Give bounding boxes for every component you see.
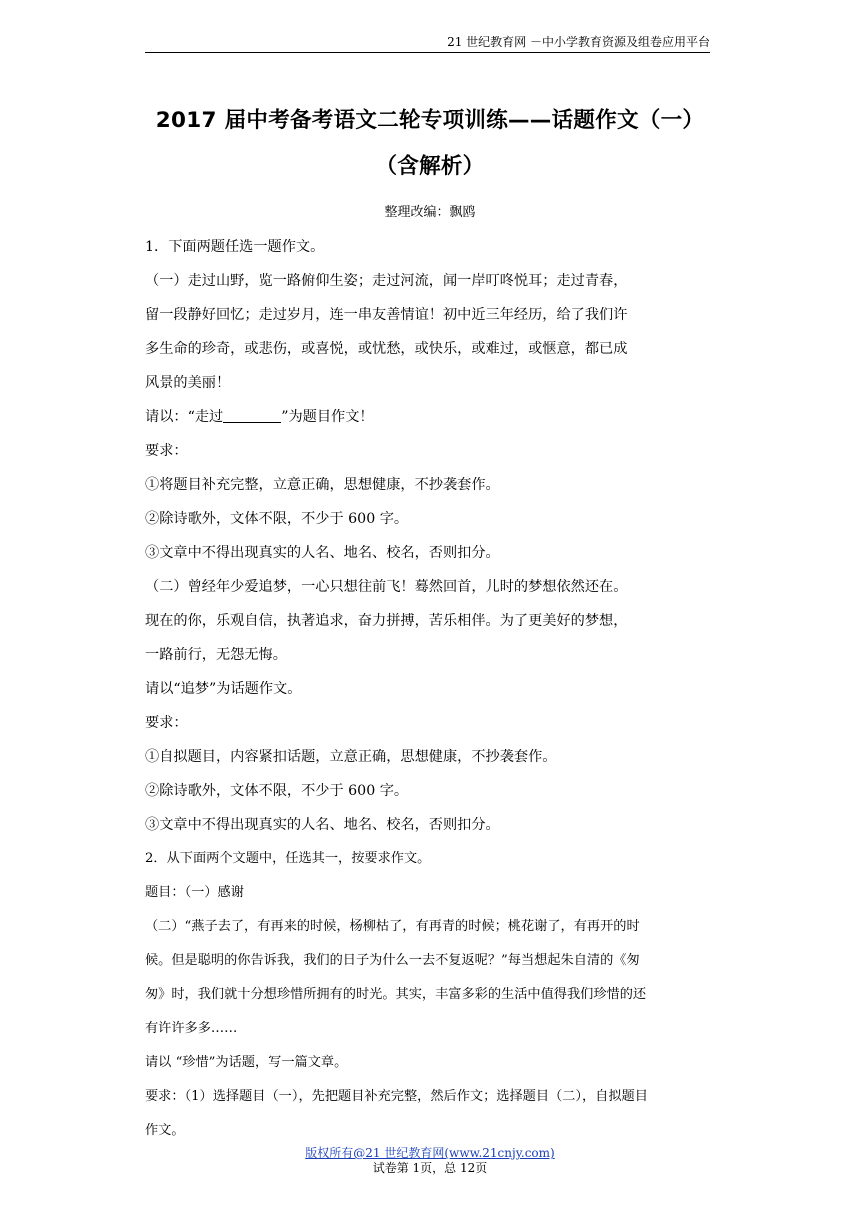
page-header (145, 34, 710, 53)
q2-part2-line-1: （二）“燕子去了，有再来的时候，杨柳枯了，有再青的时候；桃花谢了，有再开的时 (145, 919, 640, 934)
q1-part1-line-4: 风景的美丽！ (145, 375, 231, 391)
copyright-link[interactable]: 版权所有@21 世纪教育网(www.21cnjy.com) (305, 1146, 555, 1160)
header-text: 21 世纪教育网 －中小学教育资源及组卷应用平台 (447, 35, 710, 49)
q1-requirements-label-2: 要求： (145, 715, 188, 731)
page-footer (145, 1146, 715, 1176)
q2-requirement-line-1: 要求：（1）选择题目（一），先把题目补充完整，然后作文；选择题目（二），自拟题目 (145, 1089, 648, 1104)
question-1-intro: 1．下面两题任选一题作文。 (145, 239, 325, 255)
prompt-1-after: ”为题目作文！ (281, 409, 374, 425)
question-2-intro: 2．从下面两个文题中，任选其一，按要求作文。 (145, 851, 431, 866)
q1-prompt-2: 请以“追梦”为话题作文。 (145, 681, 302, 697)
q2-part2-line-2: 候。但是聪明的你告诉我，我们的日子为什么一去不复返呢？”每当想起朱自清的《匆 (145, 953, 640, 968)
q2-part2-line-3: 匆》时，我们就十分想珍惜所拥有的时光。其实，丰富多彩的生活中值得我们珍惜的还 (145, 987, 647, 1002)
q1-requirements-label-1: 要求： (145, 443, 188, 459)
q1-part2-line-2: 现在的你，乐观自信，执著追求，奋力拼搏，苦乐相伴。为了更美好的梦想， (145, 613, 628, 629)
prompt-1-before: 请以：“走过 (145, 409, 224, 425)
fill-in-blank (223, 408, 281, 423)
q2-part2-line-4: 有许许多多…… (145, 1021, 238, 1036)
q1-part1-line-1: （一）走过山野，览一路俯仰生姿；走过河流，闻一岸叮咚悦耳；走过青春， (145, 273, 628, 289)
document-body (145, 230, 720, 1148)
q2-requirement-line-2: 作文。 (145, 1123, 185, 1138)
q1-requirement-2-1: ①自拟题目，内容紧扣话题，立意正确，思想健康，不抄袭套作。 (145, 749, 557, 765)
q1-requirement-2-3: ③文章中不得出现真实的人名、地名、校名，否则扣分。 (145, 817, 500, 833)
page-number: 试卷第 1页，总 12页 (372, 1161, 488, 1175)
editor-credit: 整理改编：飘鸥 (384, 205, 476, 220)
q1-part1-line-2: 留一段静好回忆；走过岁月，连一串友善情谊！初中近三年经历，给了我们许 (145, 307, 628, 323)
q1-requirement-1-3: ③文章中不得出现真实的人名、地名、校名，否则扣分。 (145, 545, 500, 561)
q1-prompt-1 (145, 400, 720, 434)
title-line-2: （含解析） (375, 154, 485, 179)
q1-part1-line-3: 多生命的珍奇，或悲伤，或喜悦，或忧愁，或快乐，或难过，或惬意，都已成 (145, 341, 628, 357)
q1-requirement-1-1: ①将题目补充完整，立意正确，思想健康，不抄袭套作。 (145, 477, 500, 493)
q1-part2-line-3: 一路前行，无怨无悔。 (145, 647, 287, 663)
title-line-1: 2017 届中考备考语文二轮专项训练——话题作文（一） (155, 108, 705, 133)
q1-part2-line-1: （二）曾经年少爱追梦，一心只想往前飞！蓦然回首，儿时的梦想依然还在。 (145, 579, 628, 595)
q2-topic-1: 题目：（一）感谢 (145, 885, 244, 900)
q1-requirement-1-2: ②除诗歌外，文体不限，不少于 600 字。 (145, 511, 409, 527)
q2-prompt: 请以 “珍惜”为话题，写一篇文章。 (145, 1055, 348, 1070)
document-title (100, 98, 760, 190)
q1-requirement-2-2: ②除诗歌外，文体不限，不少于 600 字。 (145, 783, 409, 799)
